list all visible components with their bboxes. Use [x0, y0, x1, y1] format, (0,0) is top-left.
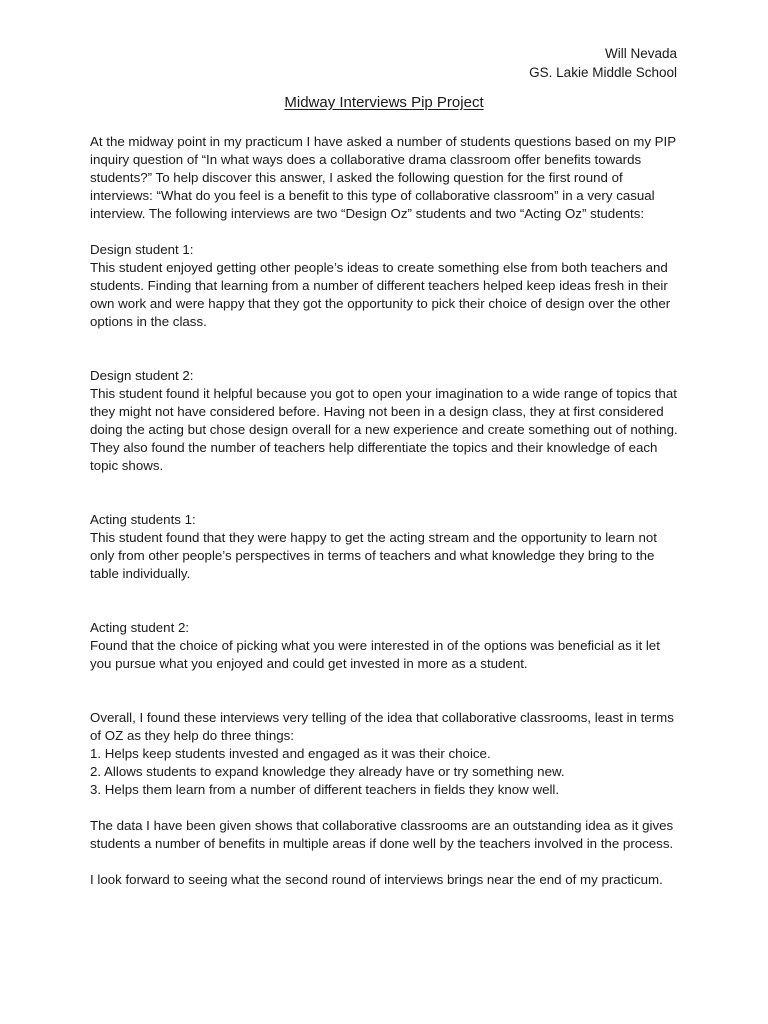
- author-name: Will Nevada: [604, 46, 677, 61]
- overall-section: [90, 709, 680, 799]
- section-text: This student found it helpful because you got to open your imagination to a wide range of topics that they might not have considered before. Having not been in a design class, they at first considered doing the acting but chose design overall for a new experience and create something out of nothing. They also found the number of teachers help differentiate the topics and their knowledge of each topic shows.: [90, 386, 678, 473]
- spacer: [90, 331, 680, 367]
- intro-paragraph: At the midway point in my practicum I have asked a number of students questions based on my PIP inquiry question of “In what ways does a collaborative drama classroom offer benefits towards students?” To help discover this answer, I asked the following question for the first round of interviews: “What do you feel is a benefit to this type of collaborative classroom” in a very casual interview. The following interviews are two “Design Oz” students and two “Acting Oz” students:: [90, 134, 676, 221]
- section-heading: Design student 1:: [90, 242, 194, 257]
- section-acting-student-2: [90, 619, 680, 673]
- spacer: [90, 799, 680, 817]
- spacer: [90, 673, 680, 709]
- overall-list-item: 1. Helps keep students invested and engaged as it was their choice.: [90, 746, 491, 761]
- overall-list-item: 3. Helps them learn from a number of different teachers in fields they know well.: [90, 782, 560, 797]
- section-heading: Design student 2:: [90, 368, 194, 383]
- conclusion-paragraph: The data I have been given shows that collaborative classrooms are an outstanding idea as it gives students a number of benefits in multiple areas if done well by the teachers involved in the process.: [90, 818, 674, 851]
- section-heading: Acting student 2:: [90, 620, 190, 635]
- school-name: GS. Lakie Middle School: [529, 65, 677, 80]
- author-block: [529, 44, 677, 82]
- overall-intro: Overall, I found these interviews very telling of the idea that collaborative classrooms, least in terms of OZ as they help do three things:: [90, 710, 674, 743]
- section-text: This student enjoyed getting other people’s ideas to create something else from both teachers and students. Finding that learning from a number of different teachers helped keep ideas fresh in their own work and were happy that they got the opportunity to pick their choice of design over the other options in the class.: [90, 260, 671, 329]
- document-body: [90, 133, 680, 889]
- closing-paragraph: I look forward to seeing what the second round of interviews brings near the end of my practicum.: [90, 872, 663, 887]
- spacer: [90, 475, 680, 511]
- document-title: Midway Interviews Pip Project: [284, 94, 484, 111]
- section-text: Found that the choice of picking what you were interested in of the options was beneficial as it let you pursue what you enjoyed and could get invested in more as a student.: [90, 638, 660, 671]
- overall-list-item: 2. Allows students to expand knowledge they already have or try something new.: [90, 764, 565, 779]
- spacer: [90, 853, 680, 871]
- section-design-student-2: [90, 367, 680, 475]
- spacer: [90, 583, 680, 619]
- spacer: [90, 223, 680, 241]
- section-text: This student found that they were happy to get the acting stream and the opportunity to learn not only from other people’s perspectives in terms of teachers and what knowledge they bring to the table individually.: [90, 530, 657, 581]
- section-acting-student-1: [90, 511, 680, 583]
- section-heading: Acting students 1:: [90, 512, 196, 527]
- section-design-student-1: [90, 241, 680, 331]
